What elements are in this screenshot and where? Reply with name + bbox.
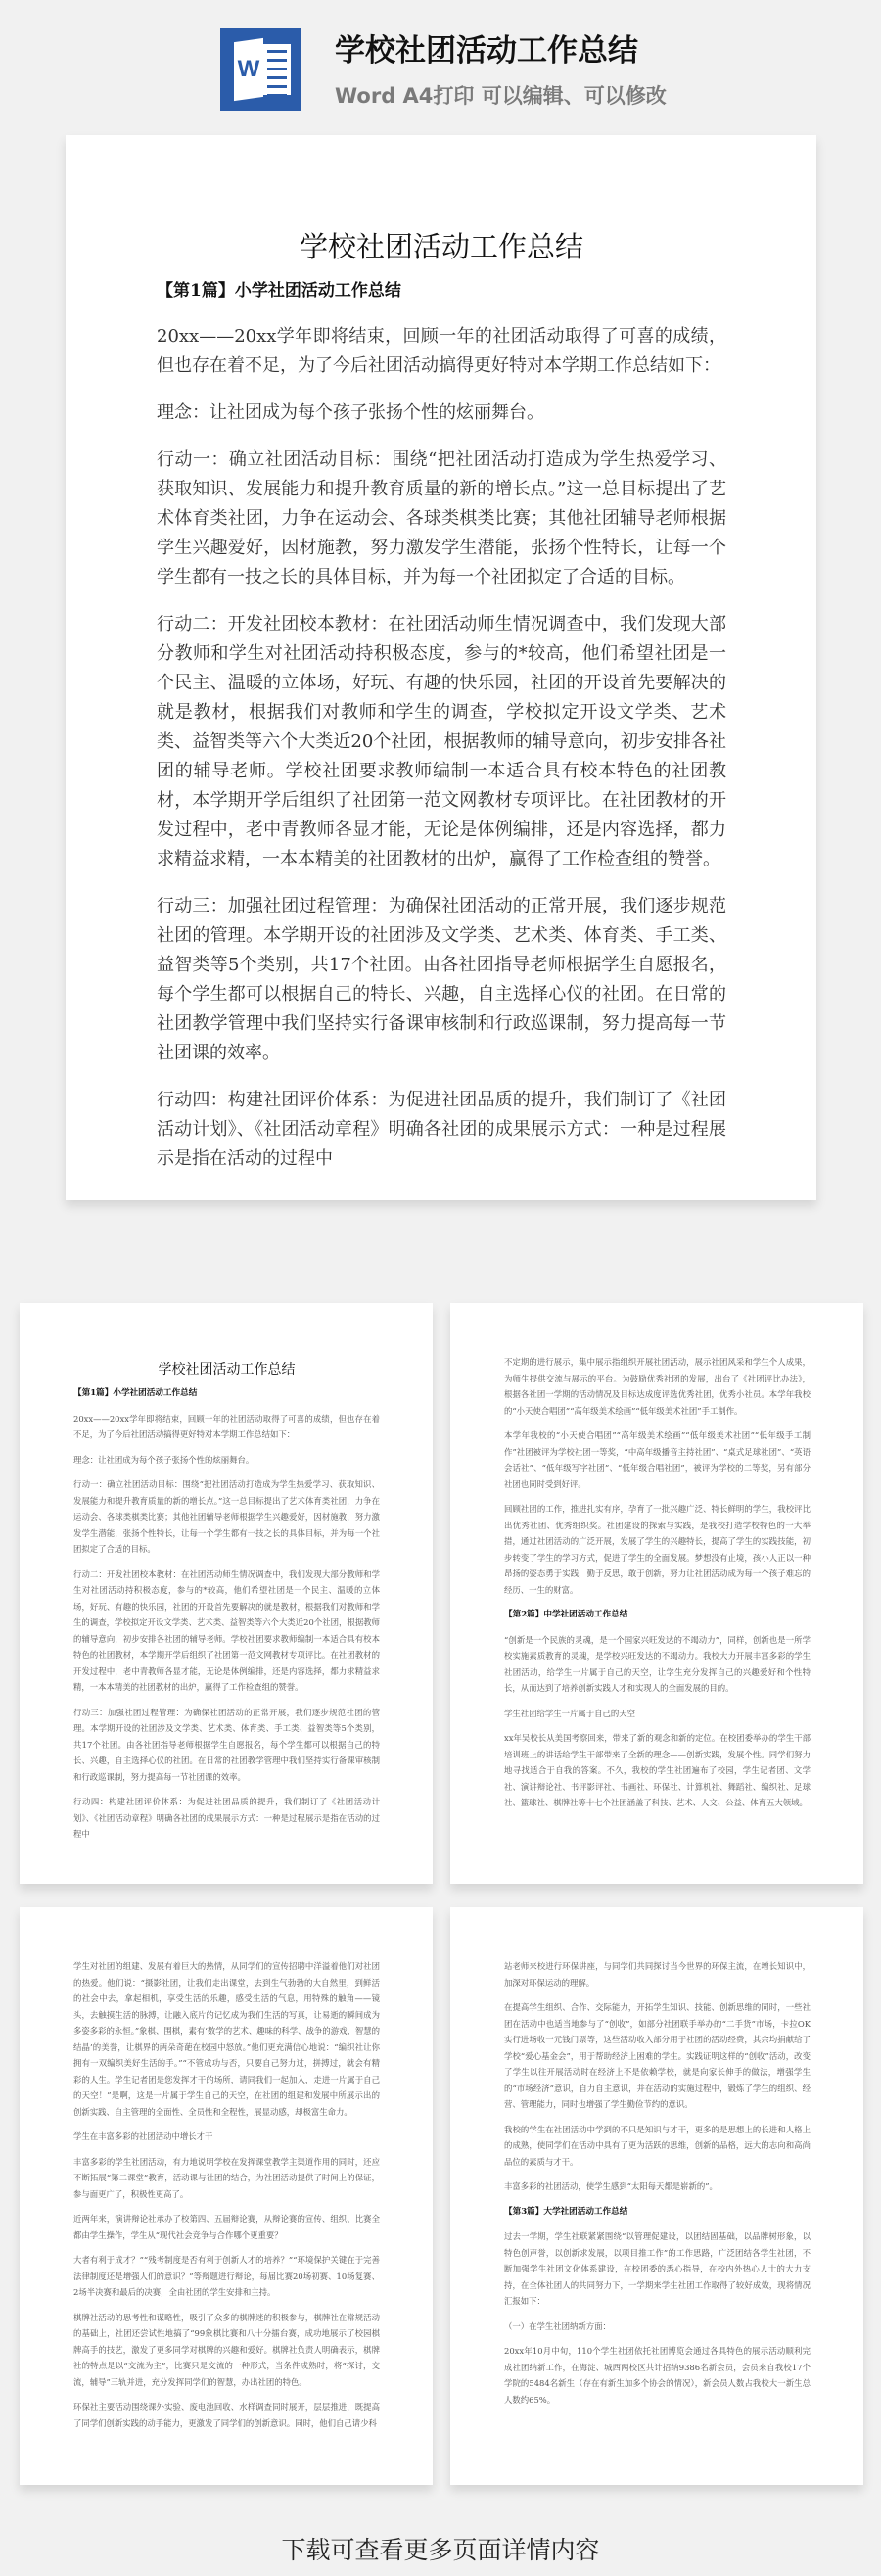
paragraph: 过去一学期，学生社联紧紧围绕“以管理促建设，以团结固基础，以品牌树形象，以特色创声誉，以创新求发展，以项目推工作”的工作思路，广泛团结各学生社团，不断加强学生社团文化体系建设，在校团委的悉心指导，在校内外热心人士的大力支持，在全体社团人的共同努力下，一学期来学生社团工作取得了较好成效，现将情况汇报如下： — [504, 2231, 811, 2306]
paragraph: 不定期的进行展示，集中展示指组织开展社团活动，展示社团风采和学生个人成果，为师生提供交流与展示的平台。为鼓励优秀社团的发展，出台了《社团评比办法》，根据各社团一学期的活动情况及目标达成度评选优秀社团，优秀小社员。本学年我校的“小天使合唱团”“高年级美术绘画”“低年级美术社团”手工制作。 — [504, 1357, 811, 1416]
paragraph: 行动四：构建社团评价体系：为促进社团品质的提升，我们制订了《社团活动计划》、《社团活动章程》明确各社团的成果展示方式：一种是过程展示是指在活动的过程中 — [73, 1797, 380, 1839]
paragraph: 站老师来校进行环保讲座，与同学们共同探讨当今世界的环保主流，在增长知识中，加深对环保运动的理解。 — [504, 1961, 811, 1988]
download-more-link[interactable]: 下载可查看更多页面详情内容 — [281, 2536, 600, 2564]
page-thumbnail-4[interactable] — [450, 1907, 863, 2485]
section-heading: 【第2篇】中学社团活动工作总结 — [504, 1610, 628, 1619]
paragraph: 行动四：构建社团评价体系：为促进社团品质的提升，我们制订了《社团活动计划》、《社团活动章程》明确各社团的成果展示方式：一种是过程展示是指在活动的过程中 — [157, 1090, 726, 1169]
paragraph: 行动二：开发社团校本教材：在社团活动师生情况调查中，我们发现大部分教师和学生对社团活动持积极态度，参与的*较高，他们希望社团是一个民主、温暖的立体场，好玩、有趣的快乐园，社团的开设首先要解决的就是教材，根据我们对教师和学生的调查，学校拟定开设文学类、艺术类、益智类等六个大类近20个社团，根据教师的辅导意向，初步安排各社团的辅导老师。学校社团要求教师编制一本适合具有校本特色的社团教材，本学期开学后组织了社团第一范文网教材专项评比。在社团教材的开发过程中，老中青教师各显才能，无论是体例编排，还是内容选择，都力求精益求精，一本本精美的社团教材的出炉，赢得了工作检查组的赞誉。 — [73, 1569, 380, 1692]
section-heading: 【第1篇】小学社团活动工作总结 — [157, 281, 401, 301]
paragraph: （一）在学生社团纳新方面： — [504, 2320, 611, 2331]
page-thumbnail-1[interactable] — [20, 1303, 433, 1884]
paragraph: 20xx年10月中旬，110个学生社团依托社团博览会通过各具特色的展示活动顺利完成社团纳新工作，在海淀、城西两校区共计招纳9386名新会员，会员来自我校17个学院的5484名新生（存在有新生加多个协会的情况），新会员人数占我校大一新生总人数约65%。 — [504, 2346, 811, 2405]
paragraph: 行动三：加强社团过程管理：为确保社团活动的正常开展，我们逐步规范社团的管理。本学期开设的社团涉及文学类、艺术类、体育类、手工类、益智类等5个类别，共17个社团。由各社团指导老师根据学生自愿报名，每个学生都可以根据自己的特长、兴趣，自主选择心仪的社团。在日常的社团教学管理中我们坚持实行备课审核制和行政巡课制，努力提高每一节社团课的效率。 — [157, 896, 726, 1063]
paragraph: 本学年我校的“小天使合唱团”“高年级美术绘画”“低年级美术社团”“低年级手工制作”社团被评为学校社团一等奖，“中高年级播音主持社团”、“桌式足球社团”、“英语会话社”、“低年级写字社团”、“低年级合唱社团”，被评为学校的二等奖，另有部分社团也同时受到好评。 — [504, 1430, 811, 1489]
paragraph: xx年吴校长从美国考察回来，带来了新的观念和新的定位。在校团委举办的学生干部培训班上的讲话给学生干部带来了全新的理念——创新实践，发展个性。同学们努力地寻找适合于自我的答案。不久，我校的学生社团遍布了校园，学生记者团、文学社、演讲辩论社、书评影评社、书画社、环保社、计算机社、舞蹈社、编织社、足球社、篮球社、棋牌社等十七个社团涵盖了科技、艺术、人文、公益、体育五大领域。 — [504, 1733, 811, 1807]
page-thumbnail-3[interactable] — [20, 1907, 433, 2485]
section-heading: 【第1篇】小学社团活动工作总结 — [73, 1388, 198, 1398]
banner-title: 学校社团活动工作总结 — [335, 33, 638, 69]
paragraph: 20xx——20xx学年即将结束，回顾一年的社团活动取得了可喜的成绩，但也存在着不足，为了今后社团活动搞得更好特对本学期工作总结如下： — [73, 1413, 380, 1439]
paragraph: 我校的学生在社团活动中学到的不只是知识与才干，更多的是思想上的长进和人格上的成熟，使同学们在活动中具有了更为活跃的思维，创新的品格，远大的志向和高尚品位的素质与才干。 — [504, 2124, 811, 2167]
paragraph: 20xx——20xx学年即将结束，回顾一年的社团活动取得了可喜的成绩，但也存在着不足，为了今后社团活动搞得更好特对本学期工作总结如下： — [157, 326, 726, 376]
banner-subtitle: Word A4打印 可以编辑、可以修改 — [335, 84, 667, 108]
document-preview-page-1 — [66, 135, 816, 1200]
paragraph: “创新是一个民族的灵魂，是一个国家兴旺发达的不竭动力”，同样，创新也是一所学校实施素质教育的灵魂，是学校兴旺发达的不竭动力。我校大力开展丰富多彩的学生社团活动，给学生一片属于自己的天空，让学生充分发挥自己的兴趣爱好和个性特长，从而达到了培养创新实践人才和实现人的全面发展的目的。 — [504, 1634, 811, 1693]
paragraph: 丰富多彩的学生社团活动，有力地说明学校在发挥课堂教学主渠道作用的同时，还应不断拓展“第二课堂”教育，活动课与社团的结合，为社团活动提供了时间上的保证，参与面更广了，积极性更高了。 — [73, 2156, 380, 2199]
paragraph: 行动一：确立社团活动目标：围绕“把社团活动打造成为学生热爱学习、获取知识、发展能力和提升教育质量的新的增长点。”这一总目标提出了艺术体育类社团，力争在运动会、各球类棋类比赛；其他社团辅导老师根据学生兴趣爱好，因材施教，努力激发学生潜能，张扬个性特长，让每一个学生都有一技之长的具体目标，并为每一个社团拟定了合适的目标。 — [73, 1479, 380, 1554]
paragraph: 大者有利于成才？”“残考制度是否有利于创新人才的培养？”“环境保护关键在于完善法律制度还是增强人们的意识？”等辩题进行辩论，每届比赛20场初赛、10场复赛、2场半决赛和最后的决赛，全由社团的学生安排和主持。 — [73, 2255, 380, 2297]
paragraph: 近两年来，演讲辩论社承办了校第四、五届辩论赛，从辩论赛的宣传、组织、比赛全都由学生操作，学生从“现代社会竞争与合作哪个更重要？ — [73, 2214, 380, 2240]
word-document-icon: W — [220, 28, 301, 111]
paragraph: 行动一：确立社团活动目标：围绕“把社团活动打造成为学生热爱学习、获取知识、发展能力和提升教育质量的新的增长点。”这一总目标提出了艺术体育类社团，力争在运动会、各球类棋类比赛；其他社团辅导老师根据学生兴趣爱好，因材施教，努力激发学生潜能，张扬个性特长，让每一个学生都有一技之长的具体目标，并为每一个社团拟定了合适的目标。 — [157, 449, 726, 587]
paragraph: 回顾社团的工作，推进扎实有序，孕育了一批兴趣广泛、特长鲜明的学生，我校评比出优秀社团、优秀组织奖。社团建设的探索与实践，是我校打造学校特色的一大举措，通过社团活动的广泛开展，发展了学生的兴趣特长，提高了学生的实践技能，初步转变了学生的学习方式，促进了学生的全面发展。梦想没有止境，孩小人正以一种昂扬的姿态勇于实践，勤于反思，敢于创新，努力让社团活动成为每一个孩子难忘的经历、一生的财富。 — [504, 1504, 811, 1595]
document-title: 学校社团活动工作总结 — [158, 1362, 296, 1378]
paragraph: 学生社团给学生一片属于自己的天空 — [504, 1708, 635, 1718]
document-title: 学校社团活动工作总结 — [299, 230, 583, 263]
paragraph: 丰富多彩的社团活动，使学生感到“太阳每天都是崭新的”。 — [504, 2181, 718, 2191]
page-thumbnail-2[interactable] — [450, 1303, 863, 1884]
paragraph: 环保社主要活动围绕课外实验、废电池回收、水样调查同时展开，层层推进，既提高了同学们创新实践的动手能力，更激发了同学们的创新意识。同时，他们自己请少科 — [73, 2402, 380, 2428]
paragraph: 学生在丰富多彩的社团活动中增长才干 — [73, 2131, 213, 2141]
paragraph: 在提高学生组织、合作、交际能力，开拓学生知识、技能、创新思维的同时，一些社团在活动中也适当地参与了“创收”，如部分社团联手举办的“二手货”市场，卡拉OK实行进场收一元钱门票等，这些活动收入部分用于社团的活动经费，其余均捐献给了学校“爱心基金会”，用于帮助经济上困难的学生。实践证明这样的“创收”活动，改变了学生以往开展活动时在经济上不是依赖学校，就是向家长伸手的做法，增强学生的“市场经济”意识，自力自主意识，并在活动的实施过程中，锻炼了学生的组织、经营、管理能力，同时也增强了学生勤俭节约的意识。 — [504, 2002, 811, 2109]
paragraph: 行动二：开发社团校本教材：在社团活动师生情况调查中，我们发现大部分教师和学生对社团活动持积极态度，参与的*较高，他们希望社团是一个民主、温暖的立体场，好玩、有趣的快乐园，社团的开设首先要解决的就是教材，根据我们对教师和学生的调查，学校拟定开设文学类、艺术类、益智类等六个大类近20个社团，根据教师的辅导意向，初步安排各社团的辅导老师。学校社团要求教师编制一本适合具有校本特色的社团教材，本学期开学后组织了社团第一范文网教材专项评比。在社团教材的开发过程中，老中青教师各显才能，无论是体例编排，还是内容选择，都力求精益求精，一本本精美的社团教材的出炉，赢得了工作检查组的赞誉。 — [157, 614, 726, 869]
paragraph: 理念：让社团成为每个孩子张扬个性的炫丽舞台。 — [73, 1454, 255, 1465]
header-banner — [0, 0, 881, 127]
section-heading: 【第3篇】大学社团活动工作总结 — [504, 2206, 628, 2217]
paragraph: 学生对社团的组建、发展有着巨大的热情，从同学们的宣传招聘中洋溢着他们对社团的热爱。他们说：“摄影社团，让我们走出课堂，去到生气勃勃的大自然里，到鲜活的社会中去，拿起相机，享受生活的乐趣，感受生活的气息，用特殊的触角——镜头，去触摸生活的脉搏，让融入底片的记忆成为我们生活的写真，让易逝的瞬间成为多姿多彩的永恒。”象棋、围棋，素有‘数学的艺术、趣味的科学、战争的游戏、智慧的结晶’的美誉，让棋界的两朵奇葩在校园中怒放。”他们更充满信心地说：“编织社让你拥有一双编织美好生活的手。”“不管成功与否，只要自己努力过，拼搏过，就会有精彩的人生。学生记者团是您发挥才干的场所，请同我们一起加入，走进一片属于自己的天空！”是啊，这是一片属于学生自己的天空，在社团的组建和发展中所展示出的创新实践、自主管理的全面性、全员性和全程性，展显动感，却极富生命力。 — [73, 1961, 380, 2117]
paragraph: 行动三：加强社团过程管理：为确保社团活动的正常开展，我们逐步规范社团的管理。本学期开设的社团涉及文学类、艺术类、体育类、手工类、益智类等5个类别，共17个社团。由各社团指导老师根据学生自愿报名，每个学生都可以根据自己的特长、兴趣，自主选择心仪的社团。在日常的社团教学管理中我们坚持实行备课审核制和行政巡课制，努力提高每一节社团课的效率。 — [73, 1707, 380, 1782]
paragraph: 理念：让社团成为每个孩子张扬个性的炫丽舞台。 — [157, 402, 544, 423]
paragraph: 棋牌社活动的思考性和谋略性，吸引了众多的棋牌迷的积极参与，棋牌社在常规活动的基础上，社团还尝试性地搞了“99象棋比赛和八十分擂台赛，成功地展示了校园棋牌高手的技艺，激发了更多同学对棋牌的兴趣和爱好。棋牌社负责人明确表示，棋牌社的特点是以“交流为主”，比赛只是交流的一种形式，当条件成熟时，将“探讨，交流，辅导”三轨并进，充分发挥同学们的智慧，办出社团的特色。 — [73, 2312, 380, 2387]
